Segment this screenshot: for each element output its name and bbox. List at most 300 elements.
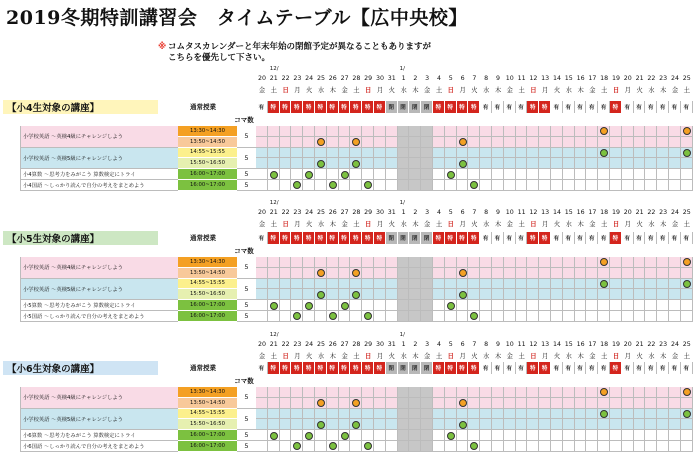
schedule-cell: 特 bbox=[268, 232, 280, 244]
schedule-cell: 有 bbox=[504, 232, 516, 244]
day-cell bbox=[480, 419, 492, 430]
day-number: 19 bbox=[611, 209, 620, 216]
day-cell bbox=[586, 398, 598, 409]
day-number: 16 bbox=[576, 209, 585, 216]
schedule-cell: 特 bbox=[433, 101, 445, 113]
day-number: 15 bbox=[564, 75, 573, 82]
schedule-cell: 有 bbox=[681, 101, 693, 113]
day-cell bbox=[445, 279, 457, 290]
regular-class-label: 通常授業 bbox=[190, 102, 216, 111]
day-cell bbox=[362, 158, 374, 169]
day-number: 14 bbox=[552, 341, 561, 348]
day-cell bbox=[398, 148, 410, 159]
weekday: 日 bbox=[530, 87, 537, 94]
time-slot: 13:30~14:30 bbox=[178, 126, 237, 137]
course-name: 小学校英語 〜英検4級にチャレンジしよう bbox=[20, 257, 178, 279]
day-cell bbox=[645, 268, 657, 279]
day-cell bbox=[563, 311, 575, 322]
day-cell bbox=[539, 398, 551, 409]
day-cell bbox=[634, 169, 646, 180]
day-cell bbox=[480, 169, 492, 180]
day-number: 31 bbox=[387, 75, 396, 82]
day-number: 29 bbox=[364, 75, 373, 82]
month-tag-dec: 12/ bbox=[269, 66, 279, 72]
day-cell bbox=[669, 148, 681, 159]
day-cell bbox=[433, 169, 445, 180]
weekday: 火 bbox=[471, 87, 478, 94]
day-cell bbox=[681, 300, 693, 311]
day-cell bbox=[268, 441, 280, 452]
day-cell bbox=[669, 398, 681, 409]
weekday: 水 bbox=[565, 221, 572, 228]
day-cell bbox=[504, 158, 516, 169]
weekday: 土 bbox=[601, 221, 608, 228]
weekday: 月 bbox=[542, 221, 549, 228]
day-cell bbox=[610, 419, 622, 430]
lesson-count: 5 bbox=[237, 409, 256, 431]
day-cell bbox=[622, 126, 634, 137]
day-number: 27 bbox=[340, 209, 349, 216]
note-line-1: コムタスカレンダーと年末年始の閉館予定が異なることもありますが bbox=[168, 42, 431, 52]
day-cell bbox=[433, 409, 445, 420]
weekday: 土 bbox=[518, 221, 525, 228]
day-cell bbox=[480, 311, 492, 322]
day-cell bbox=[598, 289, 610, 300]
weekday: 土 bbox=[683, 87, 690, 94]
day-cell bbox=[327, 268, 339, 279]
day-cell bbox=[586, 300, 598, 311]
day-cell bbox=[291, 398, 303, 409]
day-number: 5 bbox=[448, 341, 453, 348]
weekday: 土 bbox=[435, 353, 443, 360]
schedule-cell: 特 bbox=[327, 101, 339, 113]
day-cell bbox=[645, 279, 657, 290]
session-mark bbox=[341, 171, 349, 179]
schedule-cell: 有 bbox=[645, 362, 657, 374]
day-cell bbox=[527, 419, 539, 430]
weekday: 月 bbox=[294, 221, 301, 228]
weekday: 金 bbox=[506, 87, 513, 94]
schedule-cell: 有 bbox=[480, 232, 492, 244]
lesson-count-label: コマ数 bbox=[234, 115, 254, 124]
weekday: 日 bbox=[530, 221, 537, 228]
day-cell bbox=[645, 169, 657, 180]
weekday: 日 bbox=[612, 221, 620, 228]
day-cell bbox=[421, 180, 433, 191]
day-number: 24 bbox=[670, 209, 679, 216]
month-tag-jan: 1/ bbox=[399, 332, 405, 338]
day-cell bbox=[657, 126, 669, 137]
day-cell bbox=[551, 387, 563, 398]
note-line-2: こちらを優先して下さい。 bbox=[168, 53, 271, 63]
day-number: 25 bbox=[316, 209, 325, 216]
day-cell bbox=[339, 279, 351, 290]
day-cell bbox=[634, 279, 646, 290]
day-cell bbox=[610, 311, 622, 322]
day-cell bbox=[374, 137, 386, 148]
session-mark bbox=[305, 302, 313, 310]
day-cell bbox=[386, 387, 398, 398]
day-cell bbox=[657, 180, 669, 191]
day-cell bbox=[268, 398, 280, 409]
day-cell bbox=[468, 300, 480, 311]
day-cell bbox=[468, 158, 480, 169]
day-number: 24 bbox=[305, 75, 314, 82]
day-cell bbox=[669, 169, 681, 180]
day-cell bbox=[622, 409, 634, 420]
day-cell bbox=[350, 148, 362, 159]
closure-note bbox=[158, 42, 431, 64]
weekday: 日 bbox=[365, 353, 372, 360]
weekday: 日 bbox=[612, 353, 620, 360]
course-name: 小学校英語 〜英検4級にチャレンジしよう bbox=[20, 126, 178, 148]
day-cell bbox=[398, 169, 410, 180]
day-cell bbox=[409, 279, 421, 290]
day-cell bbox=[516, 148, 528, 159]
day-cell bbox=[433, 441, 445, 452]
schedule-cell: 有 bbox=[575, 232, 587, 244]
day-cell bbox=[480, 441, 492, 452]
day-number: 12 bbox=[529, 341, 538, 348]
day-cell bbox=[504, 311, 516, 322]
session-mark bbox=[317, 421, 325, 429]
day-cell bbox=[551, 430, 563, 441]
day-number: 24 bbox=[305, 209, 314, 216]
day-number: 27 bbox=[340, 341, 349, 348]
day-number: 24 bbox=[305, 341, 314, 348]
day-number: 7 bbox=[472, 209, 477, 216]
schedule-cell: 閉 bbox=[409, 232, 421, 244]
month-tag-jan: 1/ bbox=[399, 200, 405, 206]
day-cell bbox=[291, 409, 303, 420]
day-cell bbox=[256, 257, 268, 268]
day-cell bbox=[433, 137, 445, 148]
day-cell bbox=[622, 169, 634, 180]
lesson-count: 5 bbox=[237, 148, 256, 170]
day-cell bbox=[256, 137, 268, 148]
day-cell bbox=[563, 441, 575, 452]
weekday: 火 bbox=[306, 221, 313, 228]
session-mark bbox=[459, 291, 467, 299]
day-cell bbox=[516, 257, 528, 268]
day-cell bbox=[492, 409, 504, 420]
weekday: 月 bbox=[624, 87, 631, 94]
weekday: 水 bbox=[317, 87, 325, 94]
day-cell bbox=[327, 387, 339, 398]
session-mark bbox=[305, 171, 313, 179]
day-number: 6 bbox=[460, 209, 465, 216]
day-cell bbox=[280, 279, 292, 290]
day-cell bbox=[280, 441, 292, 452]
day-cell bbox=[315, 300, 327, 311]
time-slot: 16:00~17:00 bbox=[178, 300, 237, 311]
day-cell bbox=[468, 257, 480, 268]
day-cell bbox=[504, 279, 516, 290]
day-number: 8 bbox=[484, 209, 489, 216]
day-number: 28 bbox=[352, 209, 361, 216]
day-number: 15 bbox=[564, 209, 573, 216]
weekday: 水 bbox=[565, 353, 572, 360]
schedule-cell: 閉 bbox=[421, 232, 433, 244]
day-cell bbox=[268, 279, 280, 290]
day-cell bbox=[657, 430, 669, 441]
day-cell bbox=[421, 289, 433, 300]
schedule-cell: 特 bbox=[374, 101, 386, 113]
weekday: 火 bbox=[553, 353, 561, 360]
month-tag-dec: 12/ bbox=[269, 332, 279, 338]
day-number: 3 bbox=[425, 341, 430, 348]
weekday: 土 bbox=[518, 353, 525, 360]
day-cell bbox=[669, 180, 681, 191]
day-cell bbox=[256, 279, 268, 290]
day-cell bbox=[516, 126, 528, 137]
weekday: 火 bbox=[388, 221, 395, 228]
day-cell bbox=[575, 441, 587, 452]
day-number: 21 bbox=[269, 341, 278, 348]
day-cell bbox=[350, 126, 362, 137]
day-cell bbox=[551, 158, 563, 169]
day-cell bbox=[610, 430, 622, 441]
day-number: 1 bbox=[401, 75, 406, 82]
day-cell bbox=[457, 279, 469, 290]
day-cell bbox=[504, 398, 516, 409]
weekday: 水 bbox=[317, 353, 325, 360]
day-cell bbox=[480, 137, 492, 148]
day-number: 23 bbox=[293, 209, 302, 216]
session-mark bbox=[270, 171, 278, 179]
day-cell bbox=[669, 268, 681, 279]
day-cell bbox=[622, 311, 634, 322]
schedule-cell: 有 bbox=[575, 101, 587, 113]
weekday: 水 bbox=[400, 353, 407, 360]
day-cell bbox=[622, 268, 634, 279]
day-cell bbox=[586, 158, 598, 169]
schedule-cell: 有 bbox=[657, 232, 669, 244]
day-cell bbox=[645, 430, 657, 441]
day-cell bbox=[268, 126, 280, 137]
schedule-cell: 特 bbox=[468, 362, 480, 374]
day-cell bbox=[421, 311, 433, 322]
day-cell bbox=[480, 398, 492, 409]
day-cell bbox=[339, 137, 351, 148]
day-cell bbox=[575, 169, 587, 180]
day-cell bbox=[280, 409, 292, 420]
page-title: 2019冬期特訓講習会 タイムテーブル【広中央校】 bbox=[6, 7, 468, 29]
schedule-cell: 有 bbox=[622, 101, 634, 113]
weekday: 金 bbox=[341, 353, 348, 360]
day-cell bbox=[539, 409, 551, 420]
schedule-cell: 特 bbox=[610, 362, 622, 374]
day-cell bbox=[433, 180, 445, 191]
schedule-cell: 特 bbox=[468, 232, 480, 244]
day-cell bbox=[634, 126, 646, 137]
day-cell bbox=[445, 158, 457, 169]
day-cell bbox=[409, 409, 421, 420]
schedule-cell: 有 bbox=[516, 101, 528, 113]
day-number: 21 bbox=[269, 75, 278, 82]
schedule-cell: 有 bbox=[586, 232, 598, 244]
session-mark bbox=[683, 149, 691, 157]
day-cell bbox=[291, 300, 303, 311]
day-cell bbox=[303, 409, 315, 420]
weekday: 月 bbox=[459, 353, 466, 360]
weekday: 火 bbox=[306, 353, 313, 360]
day-cell bbox=[386, 289, 398, 300]
day-cell bbox=[339, 148, 351, 159]
day-cell bbox=[669, 257, 681, 268]
day-number: 21 bbox=[635, 209, 644, 216]
schedule-cell: 閉 bbox=[409, 101, 421, 113]
day-cell bbox=[563, 409, 575, 420]
day-cell bbox=[598, 441, 610, 452]
day-cell bbox=[575, 180, 587, 191]
schedule-cell: 閉 bbox=[386, 232, 398, 244]
day-cell bbox=[409, 419, 421, 430]
day-cell bbox=[563, 398, 575, 409]
day-cell bbox=[280, 387, 292, 398]
course-name: 小6国語 〜しっかり読んで自分の考えをまとめよう bbox=[20, 441, 178, 452]
day-cell bbox=[362, 257, 374, 268]
day-cell bbox=[398, 137, 410, 148]
day-cell bbox=[563, 148, 575, 159]
day-cell bbox=[657, 279, 669, 290]
day-cell bbox=[457, 311, 469, 322]
day-cell bbox=[327, 300, 339, 311]
day-cell bbox=[634, 137, 646, 148]
day-number: 24 bbox=[670, 341, 679, 348]
day-cell bbox=[527, 409, 539, 420]
lesson-count: 5 bbox=[237, 169, 256, 180]
day-cell bbox=[315, 441, 327, 452]
day-cell bbox=[386, 279, 398, 290]
day-cell bbox=[398, 441, 410, 452]
day-cell bbox=[681, 180, 693, 191]
day-number: 4 bbox=[436, 341, 441, 348]
weekday: 火 bbox=[471, 221, 478, 228]
day-cell bbox=[468, 148, 480, 159]
day-cell bbox=[421, 137, 433, 148]
schedule-cell: 閉 bbox=[386, 101, 398, 113]
day-cell bbox=[634, 268, 646, 279]
weekday: 月 bbox=[459, 87, 466, 94]
weekday: 金 bbox=[258, 353, 266, 360]
weekday: 火 bbox=[553, 87, 561, 94]
day-number: 30 bbox=[375, 209, 384, 216]
day-cell bbox=[622, 158, 634, 169]
day-cell bbox=[291, 268, 303, 279]
weekday: 木 bbox=[577, 353, 584, 360]
day-number: 18 bbox=[600, 75, 609, 82]
day-cell bbox=[468, 289, 480, 300]
day-number: 22 bbox=[647, 341, 656, 348]
day-cell bbox=[598, 169, 610, 180]
weekday: 月 bbox=[624, 221, 631, 228]
day-cell bbox=[339, 311, 351, 322]
day-cell bbox=[457, 169, 469, 180]
weekday: 金 bbox=[341, 221, 348, 228]
day-cell bbox=[409, 387, 421, 398]
schedule-cell: 閉 bbox=[398, 232, 410, 244]
lesson-count-label: コマ数 bbox=[234, 246, 254, 255]
schedule-cell: 有 bbox=[256, 232, 268, 244]
day-cell bbox=[350, 300, 362, 311]
day-cell bbox=[268, 257, 280, 268]
day-cell bbox=[327, 126, 339, 137]
day-cell bbox=[421, 279, 433, 290]
day-cell bbox=[468, 268, 480, 279]
day-cell bbox=[339, 409, 351, 420]
day-cell bbox=[634, 409, 646, 420]
day-cell bbox=[610, 158, 622, 169]
day-cell bbox=[445, 289, 457, 300]
weekday: 日 bbox=[282, 87, 289, 94]
day-cell bbox=[527, 441, 539, 452]
course-name: 小5算数 〜思考力をみがこう 算数検定にトライ bbox=[20, 300, 178, 311]
day-number: 14 bbox=[552, 75, 561, 82]
day-number: 17 bbox=[588, 341, 597, 348]
time-slot: 14:55~15:55 bbox=[178, 148, 237, 159]
day-cell bbox=[516, 169, 528, 180]
schedule-cell: 有 bbox=[622, 232, 634, 244]
month-tag-jan: 1/ bbox=[399, 66, 405, 72]
weekday: 木 bbox=[412, 87, 419, 94]
day-cell bbox=[268, 289, 280, 300]
day-cell bbox=[350, 169, 362, 180]
day-cell bbox=[681, 169, 693, 180]
day-cell bbox=[539, 430, 551, 441]
day-cell bbox=[339, 126, 351, 137]
day-cell bbox=[268, 387, 280, 398]
day-cell bbox=[645, 126, 657, 137]
day-cell bbox=[610, 409, 622, 420]
day-cell bbox=[669, 419, 681, 430]
day-number: 8 bbox=[484, 75, 489, 82]
day-number: 14 bbox=[552, 209, 561, 216]
day-number: 23 bbox=[659, 209, 668, 216]
day-cell bbox=[527, 158, 539, 169]
day-cell bbox=[386, 300, 398, 311]
day-cell bbox=[480, 430, 492, 441]
day-cell bbox=[669, 300, 681, 311]
schedule-cell: 特 bbox=[362, 101, 374, 113]
weekday: 土 bbox=[601, 353, 608, 360]
day-number: 1 bbox=[401, 341, 406, 348]
course-name: 小学校英語 〜英検4級にチャレンジしよう bbox=[20, 387, 178, 409]
day-cell bbox=[303, 311, 315, 322]
weekday: 金 bbox=[589, 87, 596, 94]
day-cell bbox=[504, 409, 516, 420]
day-cell bbox=[551, 180, 563, 191]
session-mark bbox=[317, 291, 325, 299]
schedule-cell: 有 bbox=[681, 232, 693, 244]
session-mark bbox=[447, 302, 455, 310]
schedule-cell: 特 bbox=[350, 362, 362, 374]
day-cell bbox=[350, 311, 362, 322]
day-cell bbox=[480, 268, 492, 279]
day-number: 19 bbox=[611, 75, 620, 82]
day-cell bbox=[551, 257, 563, 268]
day-cell bbox=[527, 126, 539, 137]
schedule-cell: 特 bbox=[433, 362, 445, 374]
day-cell bbox=[551, 279, 563, 290]
day-cell bbox=[327, 419, 339, 430]
day-number: 28 bbox=[352, 341, 361, 348]
day-cell bbox=[575, 398, 587, 409]
session-mark bbox=[341, 432, 349, 440]
day-cell bbox=[315, 409, 327, 420]
day-cell bbox=[657, 409, 669, 420]
day-cell bbox=[492, 180, 504, 191]
